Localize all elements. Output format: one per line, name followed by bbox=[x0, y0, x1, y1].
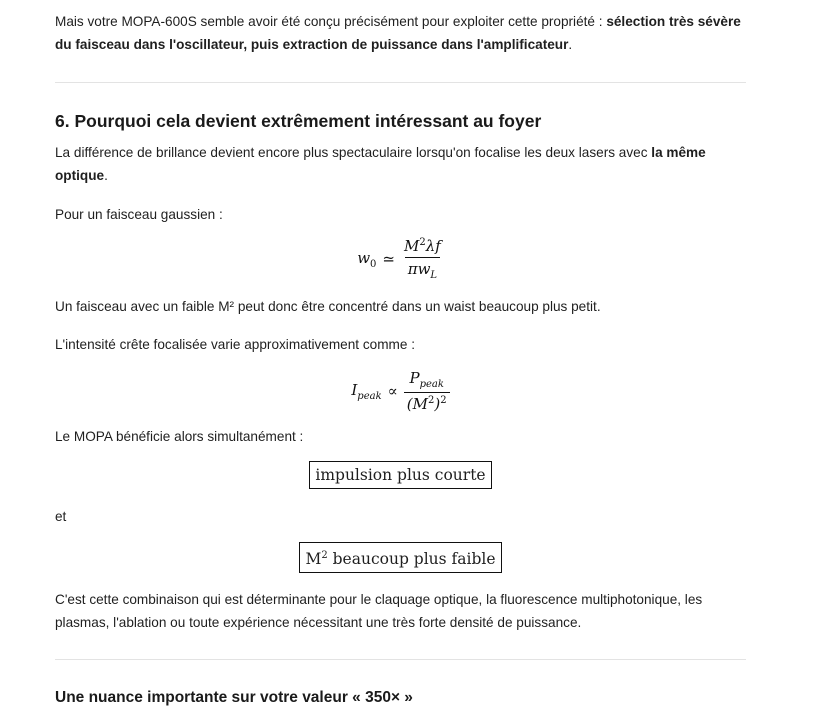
combination-paragraph: C'est cette combinaison qui est déterminante pour le claquage optique, la fluorescence multiphotonique, les plasmas, l'ablation ou toute expérience nécessitant une très forte densité de puissance. bbox=[55, 592, 703, 630]
section-heading: 6. Pourquoi cela devient extrêmement intéressant au foyer bbox=[55, 111, 542, 131]
eq1-denominator: $\pi w_L$ bbox=[405, 257, 440, 281]
intensity-equation bbox=[55, 366, 746, 416]
eq2-denominator: $(M^2)^2$ bbox=[404, 392, 450, 413]
m2-paragraph: Un faisceau avec un faible M² peut donc être concentré dans un waist beaucoup plus petit. bbox=[55, 299, 601, 314]
next-section-heading: Une nuance importante sur votre valeur « 350× » bbox=[55, 689, 413, 706]
eq2-relation: ∝ bbox=[387, 382, 398, 400]
intro-bold: sélection très sévère du faisceau dans l'oscillateur, puis extraction de puissance dans l'amplificateur bbox=[55, 14, 741, 52]
divider bbox=[55, 82, 746, 83]
eq1-numerator: $M^2\lambda f$ bbox=[404, 237, 441, 255]
gaussian-paragraph: Pour un faisceau gaussien : bbox=[55, 207, 223, 222]
intro-paragraph bbox=[55, 10, 746, 56]
brilliance-bold: la même optique bbox=[55, 145, 706, 183]
eq1-relation: ≃ bbox=[382, 250, 395, 268]
intro-text: Mais votre MOPA-600S semble avoir été conçu précisément pour exploiter cette propriété : bbox=[55, 14, 607, 29]
intensity-paragraph: L'intensité crête focalisée varie approximativement comme : bbox=[55, 337, 415, 352]
eq2-fraction bbox=[404, 369, 450, 413]
mopa-benefit-paragraph: Le MOPA bénéficie alors simultanément : bbox=[55, 429, 304, 444]
eq1-fraction bbox=[401, 237, 444, 281]
brilliance-text: La différence de brillance devient encore plus spectaculaire lorsqu'on focalise les deux lasers avec bbox=[55, 145, 652, 160]
divider bbox=[55, 659, 746, 660]
shorter-pulse-box: impulsion plus courte bbox=[309, 461, 491, 489]
eq1-lhs: $w_0$ bbox=[357, 248, 377, 270]
and-paragraph: et bbox=[55, 509, 67, 524]
lower-m2-box: $M^2$ beaucoup plus faible bbox=[299, 542, 501, 573]
boxed-shorter-pulse bbox=[55, 461, 746, 489]
waist-equation bbox=[55, 234, 746, 284]
boxed-lower-m2 bbox=[55, 542, 746, 573]
eq2-lhs: $I_{peak}$ bbox=[351, 380, 382, 402]
eq2-numerator: $P_{peak}$ bbox=[409, 369, 444, 390]
brilliance-end: . bbox=[104, 168, 108, 183]
brilliance-paragraph bbox=[55, 141, 746, 187]
intro-end: . bbox=[568, 37, 573, 52]
